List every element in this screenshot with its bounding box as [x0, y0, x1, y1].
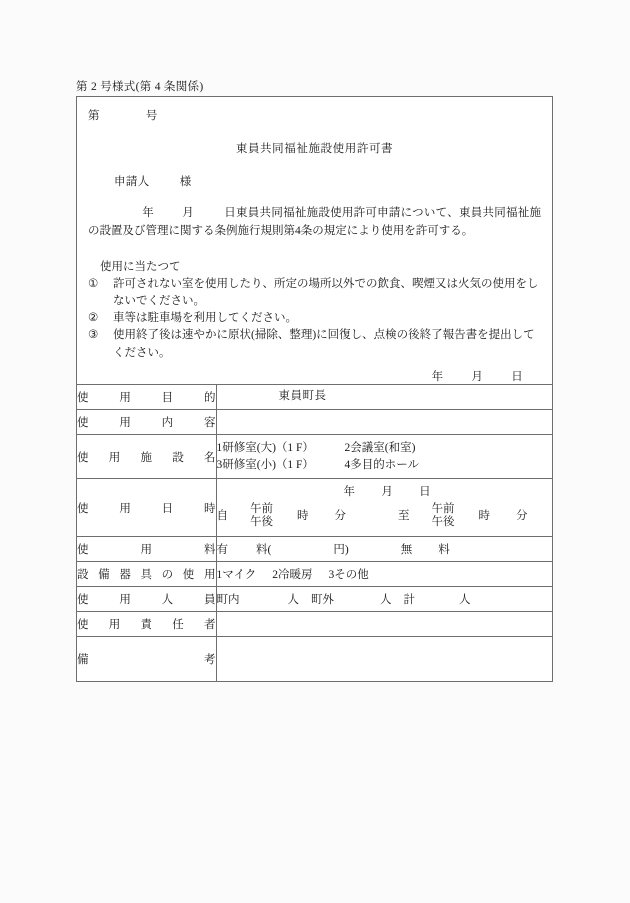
notice-text: 使用終了後は速やかに原状(掃除、整理)に回復し、点検の後終了報告書を提出して — [113, 329, 535, 342]
label-char: 設 — [172, 451, 184, 464]
body-second-line: の設置及び管理に関する条例施行規則第4条の規定により使用を許可する。 — [88, 224, 474, 237]
label-char: 備 — [77, 653, 89, 666]
issuer-name: 東員町長 — [278, 389, 327, 402]
facility-option-row — [217, 440, 553, 457]
notice-item — [88, 276, 541, 311]
label-char: 用 — [203, 569, 216, 581]
fee-paid-label[interactable]: 有 — [216, 544, 228, 556]
table-row-datetime — [77, 479, 552, 537]
label-char: 用 — [119, 594, 131, 606]
row-label-datetime — [77, 479, 216, 537]
row-label-manager — [77, 612, 216, 637]
addressee-line — [88, 173, 541, 189]
body-main-text: 日東員共同福祉施設使用許可申請について、東員共同福祉施 — [224, 207, 541, 219]
people-unit-1: 人 — [287, 594, 299, 606]
form-header-section — [77, 97, 552, 402]
label-char: 責 — [140, 619, 152, 631]
label-char: 使 — [182, 569, 195, 581]
field-content[interactable] — [216, 410, 552, 435]
usage-date-line — [217, 485, 553, 500]
body-year: 年 — [142, 207, 155, 219]
table-row-manager — [77, 612, 552, 637]
issue-date-month: 月 — [471, 370, 484, 383]
label-char: 使 — [77, 544, 89, 556]
table-row-fee — [77, 537, 552, 562]
row-label-people — [77, 587, 216, 612]
time-to-minute: 分 — [516, 510, 528, 522]
label-char: 用 — [119, 417, 131, 429]
time-from-ampm[interactable] — [250, 503, 273, 529]
notice-heading: 使用に当たつて — [100, 260, 181, 273]
pm-label[interactable]: 午後 — [431, 516, 455, 529]
people-total-label: 計 — [403, 594, 415, 606]
table-row-people — [77, 587, 552, 612]
body-month: 月 — [182, 207, 195, 219]
people-in-town-label: 町内 — [216, 594, 240, 606]
fee-free-label-1[interactable]: 無 — [400, 544, 413, 556]
notice-text: 許可されない室を使用したり、所定の場所以外での飲食、喫煙又は火気の使用をし — [113, 277, 539, 290]
label-char: 用 — [119, 502, 131, 515]
label-char: 用 — [140, 544, 152, 556]
label-char: 器 — [119, 569, 131, 581]
label-char: 日 — [161, 502, 174, 515]
label-char: の — [161, 569, 174, 581]
label-char: 使 — [77, 417, 89, 429]
field-remarks[interactable] — [216, 637, 552, 681]
table-row-remarks — [77, 637, 552, 681]
facility-option-row — [217, 457, 553, 474]
facility-option-4[interactable]: 4多目的ホール — [344, 458, 420, 471]
permit-form-frame — [76, 96, 553, 682]
pm-label[interactable]: 午後 — [250, 516, 273, 529]
time-to-ampm[interactable] — [432, 503, 455, 529]
notice-item — [88, 327, 541, 362]
facility-option-2[interactable]: 2会議室(和室) — [344, 441, 416, 454]
permit-details-table — [77, 384, 552, 681]
time-from-minute: 分 — [334, 510, 346, 522]
field-equipment[interactable] — [216, 562, 552, 587]
label-char: 使 — [77, 451, 89, 464]
label-char: 時 — [203, 502, 216, 515]
label-char: 用 — [108, 619, 121, 631]
document-number-prefix: 第 — [88, 110, 100, 122]
label-char: 目 — [161, 392, 174, 404]
field-facility[interactable] — [216, 435, 552, 479]
label-char: 具 — [140, 569, 152, 581]
notice-marker: ① — [88, 277, 99, 290]
label-char: 料 — [204, 544, 216, 556]
table-row-equipment — [77, 562, 552, 587]
notice-continuation: ないでください。 — [113, 294, 205, 307]
label-char: 使 — [77, 594, 89, 606]
notice-continuation: ください。 — [113, 346, 171, 359]
row-label-facility — [77, 435, 216, 479]
time-to-label: 至 — [398, 510, 410, 522]
people-out-town-label: 町外 — [311, 594, 334, 606]
row-label-remarks — [77, 637, 216, 681]
fee-amount-open: 料( — [256, 544, 272, 556]
notice-text: 車等は駐車場を利用してください。 — [113, 312, 297, 325]
document-number-suffix: 号 — [145, 110, 158, 122]
label-char: 使 — [77, 619, 89, 631]
label-char: 人 — [161, 594, 174, 606]
label-char: 任 — [172, 619, 184, 631]
am-label[interactable]: 午前 — [431, 503, 455, 516]
field-people[interactable] — [216, 587, 552, 612]
label-char: 者 — [204, 619, 216, 631]
field-fee[interactable] — [216, 537, 552, 562]
usage-date-year: 年 — [343, 486, 356, 499]
document-title: 東員共同福祉施設使用許可書 — [235, 143, 394, 155]
label-char: 考 — [204, 653, 216, 666]
usage-date-day: 日 — [419, 486, 431, 499]
addressee-label: 申請人 — [114, 176, 150, 188]
label-char: 員 — [203, 594, 216, 606]
people-unit-3: 人 — [459, 594, 471, 606]
row-label-content — [77, 410, 216, 435]
row-label-fee — [77, 537, 216, 562]
time-from-hour: 時 — [297, 510, 309, 522]
field-manager[interactable] — [216, 612, 552, 637]
usage-time-line — [217, 503, 553, 529]
notice-marker: ② — [88, 312, 99, 325]
label-char: 用 — [108, 451, 121, 464]
notice-marker: ③ — [88, 329, 99, 342]
time-to-hour: 時 — [478, 510, 490, 522]
field-datetime[interactable] — [216, 479, 552, 537]
document-number-line — [88, 107, 541, 123]
notice-item — [88, 310, 541, 327]
time-from-label: 自 — [216, 510, 228, 522]
label-char: 名 — [204, 451, 216, 464]
people-unit-2: 人 — [380, 594, 392, 606]
equipment-option-1[interactable]: 1マイク — [216, 569, 257, 581]
notice-list — [88, 276, 541, 362]
permit-body-paragraph — [88, 205, 541, 241]
facility-option-1[interactable]: 1研修室(大)（1 F） — [216, 441, 314, 454]
label-char: 使 — [77, 392, 89, 404]
fee-currency-close: 円) — [333, 544, 349, 556]
label-char: 施 — [140, 451, 152, 464]
fee-free-label-2[interactable]: 料 — [438, 544, 450, 556]
form-number: 第 2 号様式(第 4 条関係) — [76, 81, 204, 93]
label-char: 設 — [77, 569, 89, 581]
addressee-honorific: 様 — [179, 176, 192, 188]
equipment-option-3[interactable]: 3その他 — [328, 569, 369, 581]
issue-date-year: 年 — [431, 370, 444, 383]
usage-date-month: 月 — [381, 486, 394, 499]
am-label[interactable]: 午前 — [250, 503, 273, 516]
label-char: 容 — [203, 417, 216, 429]
row-label-equipment — [77, 562, 216, 587]
table-row-facility — [77, 435, 552, 479]
equipment-option-2[interactable]: 2冷暖房 — [272, 569, 313, 581]
table-row-content — [77, 410, 552, 435]
label-char: 用 — [119, 392, 131, 404]
label-char: 内 — [161, 417, 174, 429]
label-char: 備 — [98, 569, 110, 581]
label-char: 使 — [77, 502, 89, 515]
issue-date-day: 日 — [511, 370, 523, 383]
issue-date-line — [88, 368, 541, 384]
label-char: 的 — [203, 392, 216, 404]
facility-option-3[interactable]: 3研修室(小)（1 F） — [216, 458, 314, 471]
